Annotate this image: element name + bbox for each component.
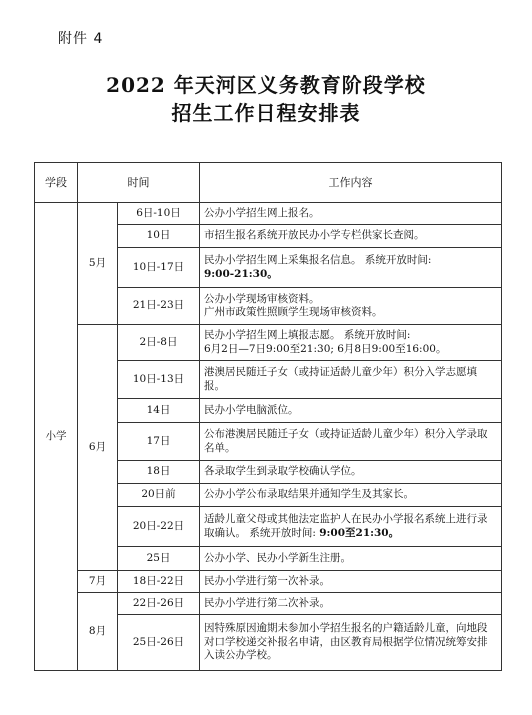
content-text: 公办小学现场审核资料。 — [204, 292, 320, 305]
content-cell — [200, 507, 502, 547]
content-cell: 民办小学进行第一次补录。 — [200, 571, 502, 593]
content-time: 9:00至21:30。 — [319, 526, 400, 539]
content-cell: 因特殊原因逾期未参加小学招生报名的户籍适龄儿童，向地段对口学校递交补报名申请，由区教育局根据学位情况统筹安排入读公办学校。 — [200, 615, 502, 671]
date-cell: 6日-10日 — [118, 203, 200, 225]
date-cell: 20日前 — [118, 484, 200, 507]
month-cell: 7月 — [78, 571, 118, 593]
content-cell — [200, 325, 502, 361]
header-stage: 学段 — [35, 163, 78, 203]
table-row — [35, 325, 502, 361]
date-cell: 2日-8日 — [118, 325, 200, 361]
date-cell: 18日 — [118, 461, 200, 484]
content-cell: 公办小学招生网上报名。 — [200, 203, 502, 225]
content-cell: 市招生报名系统开放民办小学专栏供家长查阅。 — [200, 225, 502, 248]
header-content: 工作内容 — [200, 163, 502, 203]
content-text: 民办小学招生网上采集报名信息。 系统开放时间: — [204, 254, 432, 266]
date-cell: 21日-23日 — [118, 288, 200, 325]
content-time: 9:00-21:30。 — [204, 267, 278, 280]
date-cell: 10日 — [118, 225, 200, 248]
header-time: 时间 — [78, 163, 200, 203]
content-cell — [200, 248, 502, 288]
attachment-label: 附件 4 — [58, 31, 104, 47]
table-row — [35, 203, 502, 225]
content-text-2: 广州市政策性照顾学生现场审核资料。 — [204, 306, 383, 318]
stage-cell: 小学 — [35, 203, 78, 671]
date-cell: 10日-17日 — [118, 248, 200, 288]
document-subtitle: 招生工作日程安排表 — [171, 101, 361, 125]
content-cell — [200, 288, 502, 325]
month-cell: 5月 — [78, 203, 118, 325]
date-cell: 18日-22日 — [118, 571, 200, 593]
content-cell: 公布港澳居民随迁子女（或持证适龄儿童少年）积分入学录取名单。 — [200, 423, 502, 461]
content-cell: 民办小学进行第二次补录。 — [200, 593, 502, 615]
month-cell: 8月 — [78, 593, 118, 671]
date-cell: 20日-22日 — [118, 507, 200, 547]
date-cell: 22日-26日 — [118, 593, 200, 615]
content-cell: 公办小学公布录取结果并通知学生及其家长。 — [200, 484, 502, 507]
table-row — [35, 593, 502, 615]
date-cell: 10日-13日 — [118, 361, 200, 399]
date-cell: 14日 — [118, 399, 200, 423]
table-header-row — [35, 163, 502, 203]
date-cell: 25日-26日 — [118, 615, 200, 671]
content-cell: 港澳居民随迁子女（或持证适龄儿童少年）积分入学志愿填报。 — [200, 361, 502, 399]
content-cell: 民办小学电脑派位。 — [200, 399, 502, 423]
content-text: 适龄儿童父母或其他法定监护人在民办小学报名系统上进行录取确认。 系统开放时间: — [204, 513, 488, 539]
month-cell: 6月 — [78, 325, 118, 571]
schedule-table — [34, 162, 502, 671]
document-title: 2022 年天河区义务教育阶段学校 — [106, 73, 426, 97]
date-cell: 25日 — [118, 547, 200, 571]
content-text: 民办小学招生网上填报志愿。 系统开放时间: — [204, 329, 411, 341]
date-cell: 17日 — [118, 423, 200, 461]
content-cell: 各录取学生到录取学校确认学位。 — [200, 461, 502, 484]
content-text-2: 6月2日—7日9:00至21:30; 6月8日9:00至16:00。 — [204, 342, 447, 355]
table-row — [35, 571, 502, 593]
content-cell: 公办小学、民办小学新生注册。 — [200, 547, 502, 571]
